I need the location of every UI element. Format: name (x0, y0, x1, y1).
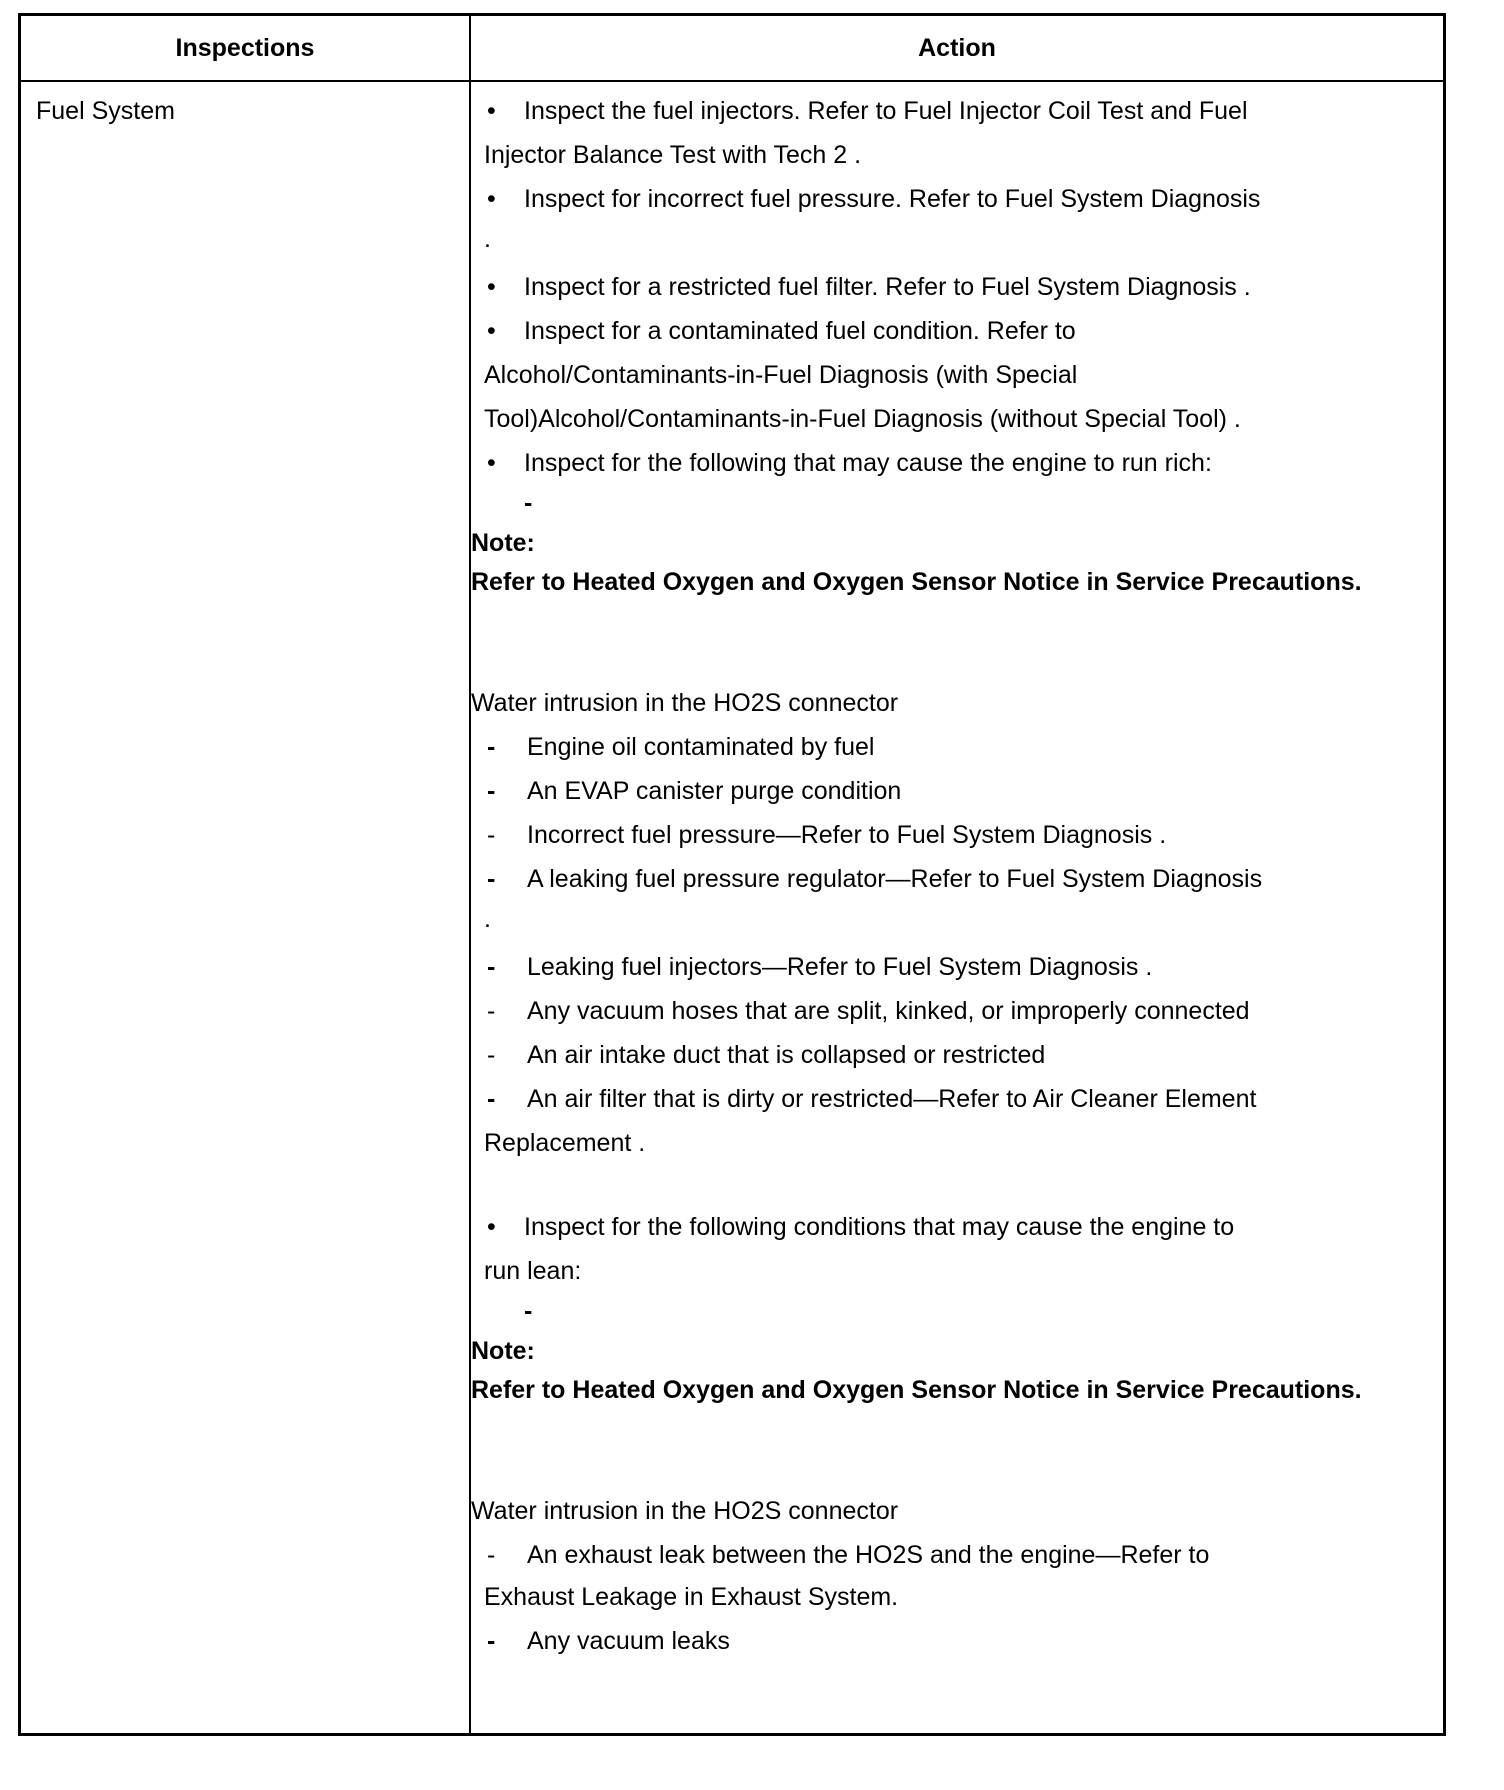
action-line: Replacement . (484, 1129, 646, 1157)
action-line: Any vacuum hoses that are split, kinked, or improperly connected (527, 997, 1250, 1025)
header-inspections: Inspections (175, 34, 315, 62)
bullet: • (487, 273, 496, 301)
bullet: • (487, 449, 496, 477)
dash: - (487, 1627, 496, 1655)
action-line: Leaking fuel injectors—Refer to Fuel System Diagnosis . (527, 953, 1153, 981)
dash: - (487, 1041, 496, 1069)
action-line: Tool)Alcohol/Contaminants-in-Fuel Diagnosis (without Special Tool) . (484, 405, 1241, 433)
note-text: Refer to Heated Oxygen and Oxygen Sensor Notice in Service Precautions. (471, 568, 1362, 596)
action-line: Inspect for a restricted fuel filter. Refer to Fuel System Diagnosis . (524, 273, 1251, 301)
dash: - (487, 777, 496, 805)
action-line: Alcohol/Contaminants-in-Fuel Diagnosis (with Special (484, 361, 1078, 389)
action-line: run lean: (484, 1257, 582, 1285)
action-line: . (484, 225, 491, 253)
inspection-name: Fuel System (36, 97, 175, 125)
bullet: • (487, 317, 496, 345)
dash: - (487, 865, 496, 893)
dash: - (524, 489, 533, 517)
action-line: An air intake duct that is collapsed or restricted (527, 1041, 1046, 1069)
note-label: Note: (471, 529, 535, 557)
header-divider (21, 80, 1443, 82)
action-line: Water intrusion in the HO2S connector (471, 689, 899, 717)
action-line: An exhaust leak between the HO2S and the engine—Refer to (527, 1541, 1210, 1569)
action-line: Any vacuum leaks (527, 1627, 730, 1655)
dash: - (487, 1541, 496, 1569)
action-line: Incorrect fuel pressure—Refer to Fuel System Diagnosis . (527, 821, 1167, 849)
note-text: Refer to Heated Oxygen and Oxygen Sensor Notice in Service Precautions. (471, 1376, 1362, 1404)
dash: - (487, 953, 496, 981)
action-line: Injector Balance Test with Tech 2 . (484, 141, 862, 169)
action-line: Inspect the fuel injectors. Refer to Fuel Injector Coil Test and Fuel (524, 97, 1248, 125)
action-line: Inspect for a contaminated fuel condition. Refer to (524, 317, 1076, 345)
action-line: Water intrusion in the HO2S connector (471, 1497, 899, 1525)
column-divider (469, 16, 471, 1733)
dash: - (487, 1085, 496, 1113)
dash: - (487, 821, 496, 849)
action-line: Inspect for the following conditions that may cause the engine to (524, 1213, 1235, 1241)
action-line: Engine oil contaminated by fuel (527, 733, 875, 761)
action-line: Inspect for incorrect fuel pressure. Refer to Fuel System Diagnosis (524, 185, 1261, 213)
action-line: An EVAP canister purge condition (527, 777, 902, 805)
action-line: A leaking fuel pressure regulator—Refer to Fuel System Diagnosis (527, 865, 1263, 893)
dash: - (487, 997, 496, 1025)
note-label: Note: (471, 1337, 535, 1365)
action-line: Exhaust Leakage in Exhaust System. (484, 1583, 899, 1611)
inspection-table (18, 13, 1446, 1736)
bullet: • (487, 1213, 496, 1241)
action-line: Inspect for the following that may cause the engine to run rich: (524, 449, 1212, 477)
dash: - (487, 733, 496, 761)
action-line: An air filter that is dirty or restricted—Refer to Air Cleaner Element (527, 1085, 1257, 1113)
bullet: • (487, 185, 496, 213)
header-action: Action (918, 34, 996, 62)
action-line: . (484, 905, 491, 933)
bullet: • (487, 97, 496, 125)
dash: - (524, 1297, 533, 1325)
